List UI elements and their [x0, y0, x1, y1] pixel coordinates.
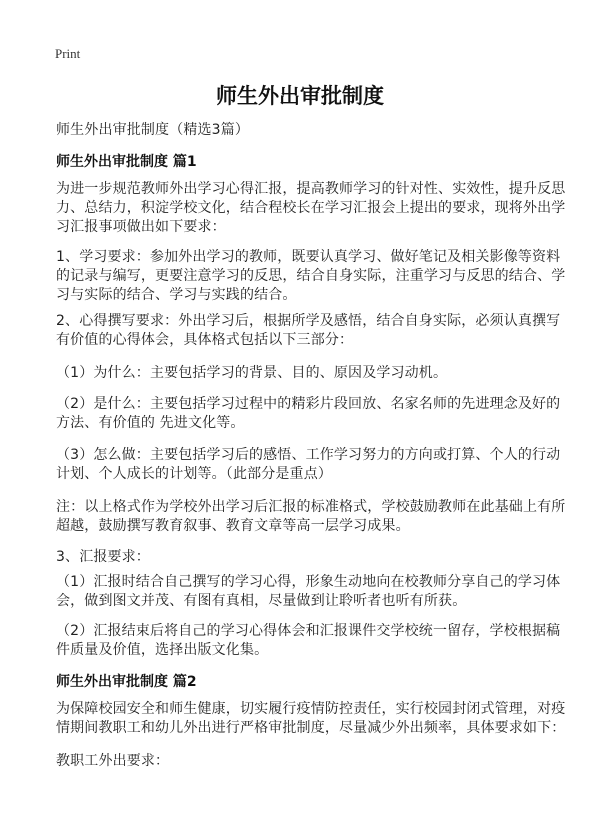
text-line: （2）是什么：主要包括学习过程中的精彩片段回放、名家名师的先进理念及好的 [56, 396, 561, 412]
paragraph [56, 498, 566, 536]
text-line: 教职工外出要求： [56, 753, 170, 769]
text-line: 力、总结力，积淀学校文化，结合程校长在学习汇报会上提出的要求，现将外出学 [56, 200, 566, 216]
print-label: Print [55, 46, 81, 61]
paragraph [56, 700, 566, 738]
text-line: 有价值的心得体会，具体格式包括以下三部分： [56, 332, 354, 348]
paragraph [56, 248, 566, 305]
text-line: 为进一步规范教师外出学习心得汇报，提高教师学习的针对性、实效性，提升反思 [56, 181, 566, 197]
text-line: 情期间教职工和幼儿外出进行严格审批制度，尽量减少外出频率，具体要求如下： [56, 720, 566, 736]
paragraph [56, 622, 561, 660]
paragraph [56, 312, 561, 350]
paragraph [56, 395, 561, 433]
paragraph [56, 752, 556, 771]
text-line: 超越，鼓励撰写教育叙事、教育文章等高一层学习成果。 [56, 518, 410, 534]
text-line: （3）怎么做：主要包括学习后的感悟、工作学习努力的方向或打算、个人的行动 [56, 447, 561, 463]
text-line: 件质量及价值，选择出版文化集。 [56, 642, 269, 658]
section-heading-1: 师生外出审批制度 篇1 [56, 154, 197, 170]
paragraph [56, 446, 561, 484]
paragraph [56, 180, 566, 237]
text-line: （1）汇报时结合自己撰写的学习心得，形象生动地向在校教师分享自己的学习体 [56, 574, 561, 590]
text-line: 的记录与编写，更要注意学习的反思，结合自身实际，注重学习与反思的结合、学 [56, 268, 566, 284]
text-line: 方法、有价值的 先进文化等。 [56, 415, 245, 431]
document-title: 师生外出审批制度 [216, 84, 384, 108]
section-heading-2: 师生外出审批制度 篇2 [56, 674, 197, 690]
text-line: 习汇报事项做出如下要求： [56, 219, 226, 235]
text-line: （1）为什么：主要包括学习的背景、目的、原因及学习动机。 [56, 365, 448, 381]
paragraph [56, 548, 556, 567]
text-line: 为保障校园安全和师生健康，切实履行疫情防控责任，实行校园封闭式管理，对疫 [56, 701, 566, 717]
paragraph [56, 364, 556, 383]
text-line: 计划、个人成长的计划等。（此部分是重点） [56, 466, 332, 482]
text-line: （2）汇报结束后将自己的学习心得体会和汇报课件交学校统一留存，学校根据稿 [56, 623, 561, 639]
text-line: 2、心得撰写要求：外出学习后，根据所学及感悟，结合自身实际，必须认真撰写 [56, 313, 561, 329]
paragraph [56, 573, 561, 611]
text-line: 习与实际的结合、学习与实践的结合。 [56, 287, 297, 303]
text-line: 1、学习要求：参加外出学习的教师，既要认真学习、做好笔记及相关影像等资料 [56, 249, 561, 265]
subtitle: 师生外出审批制度（精选3篇） [56, 122, 250, 138]
text-line: 3、汇报要求： [56, 549, 150, 565]
text-line: 注：以上格式作为学校外出学习后汇报的标准格式，学校鼓励教师在此基础上有所 [56, 499, 566, 515]
text-line: 会，做到图文并茂、有图有真相，尽量做到让聆听者也听有所获。 [56, 593, 467, 609]
